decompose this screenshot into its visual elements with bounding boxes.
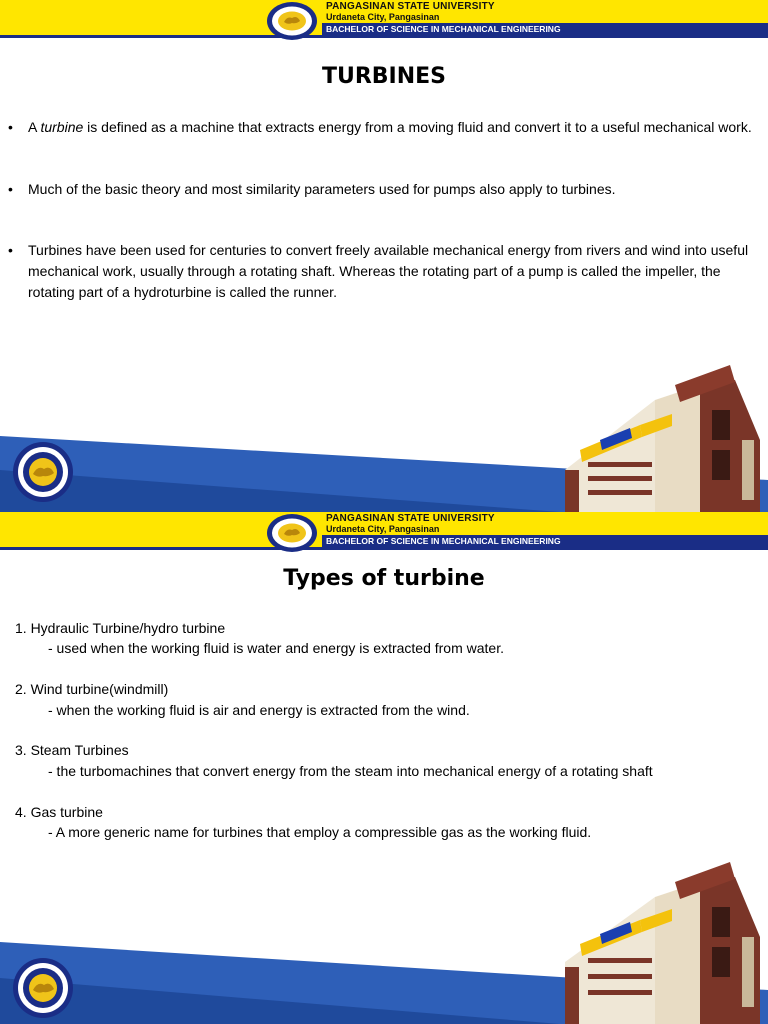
list-item-description: - when the working fluid is air and energy is extracted from the wind. (48, 702, 470, 718)
header-university-name: PANGASINAN STATE UNIVERSITY (326, 513, 495, 524)
header-program: BACHELOR OF SCIENCE IN MECHANICAL ENGINEERING (322, 23, 768, 35)
bullet-text: Much of the basic theory and most similarity parameters used for pumps also apply to turbines. (28, 181, 616, 197)
list-item-label: 4. Gas turbine (15, 804, 103, 820)
list-item-label: 1. Hydraulic Turbine/hydro turbine (15, 620, 226, 636)
header-city: Urdaneta City, Pangasinan (326, 12, 440, 22)
header-university-name: PANGASINAN STATE UNIVERSITY (326, 1, 495, 12)
university-seal-icon (13, 442, 73, 502)
university-seal-icon (13, 958, 73, 1018)
header-program: BACHELOR OF SCIENCE IN MECHANICAL ENGINEERING (322, 535, 768, 547)
header-city: Urdaneta City, Pangasinan (326, 524, 440, 534)
list-item-label: 3. Steam Turbines (15, 742, 129, 758)
bullet-text: A (28, 119, 41, 135)
slide-title: TURBINES (321, 64, 447, 89)
bullet-emphasis: turbine (40, 119, 84, 135)
campus-building-icon (565, 365, 760, 512)
slide-2 (0, 512, 768, 1024)
bullet-icon: • (8, 119, 13, 135)
slide-title: Types of turbine (283, 566, 485, 591)
list-item-description: - A more generic name for turbines that employ a compressible gas as the working fluid. (48, 824, 592, 840)
footer-decoration (0, 512, 768, 1024)
list-item-label: 2. Wind turbine(windmill) (15, 681, 169, 697)
bullet-text: is defined as a machine that extracts energy from a moving fluid and convert it to a useful mechanical work. (83, 119, 752, 135)
bullet-icon: • (8, 181, 13, 197)
bullet-icon: • (8, 242, 13, 258)
list-item-description: - the turbomachines that convert energy from the steam into mechanical energy of a rotating shaft (48, 763, 653, 779)
bullet-text: Turbines have been used for centuries to convert freely available mechanical energy from rivers and wind into useful mechanical work, usually through a rotating shaft. Whereas the rotating part of a pump is called the impeller, the rotating part of a hydroturbine is called the runner. (28, 242, 749, 300)
list-item-description: - used when the working fluid is water and energy is extracted from water. (48, 640, 504, 656)
campus-building-icon (565, 862, 760, 1024)
